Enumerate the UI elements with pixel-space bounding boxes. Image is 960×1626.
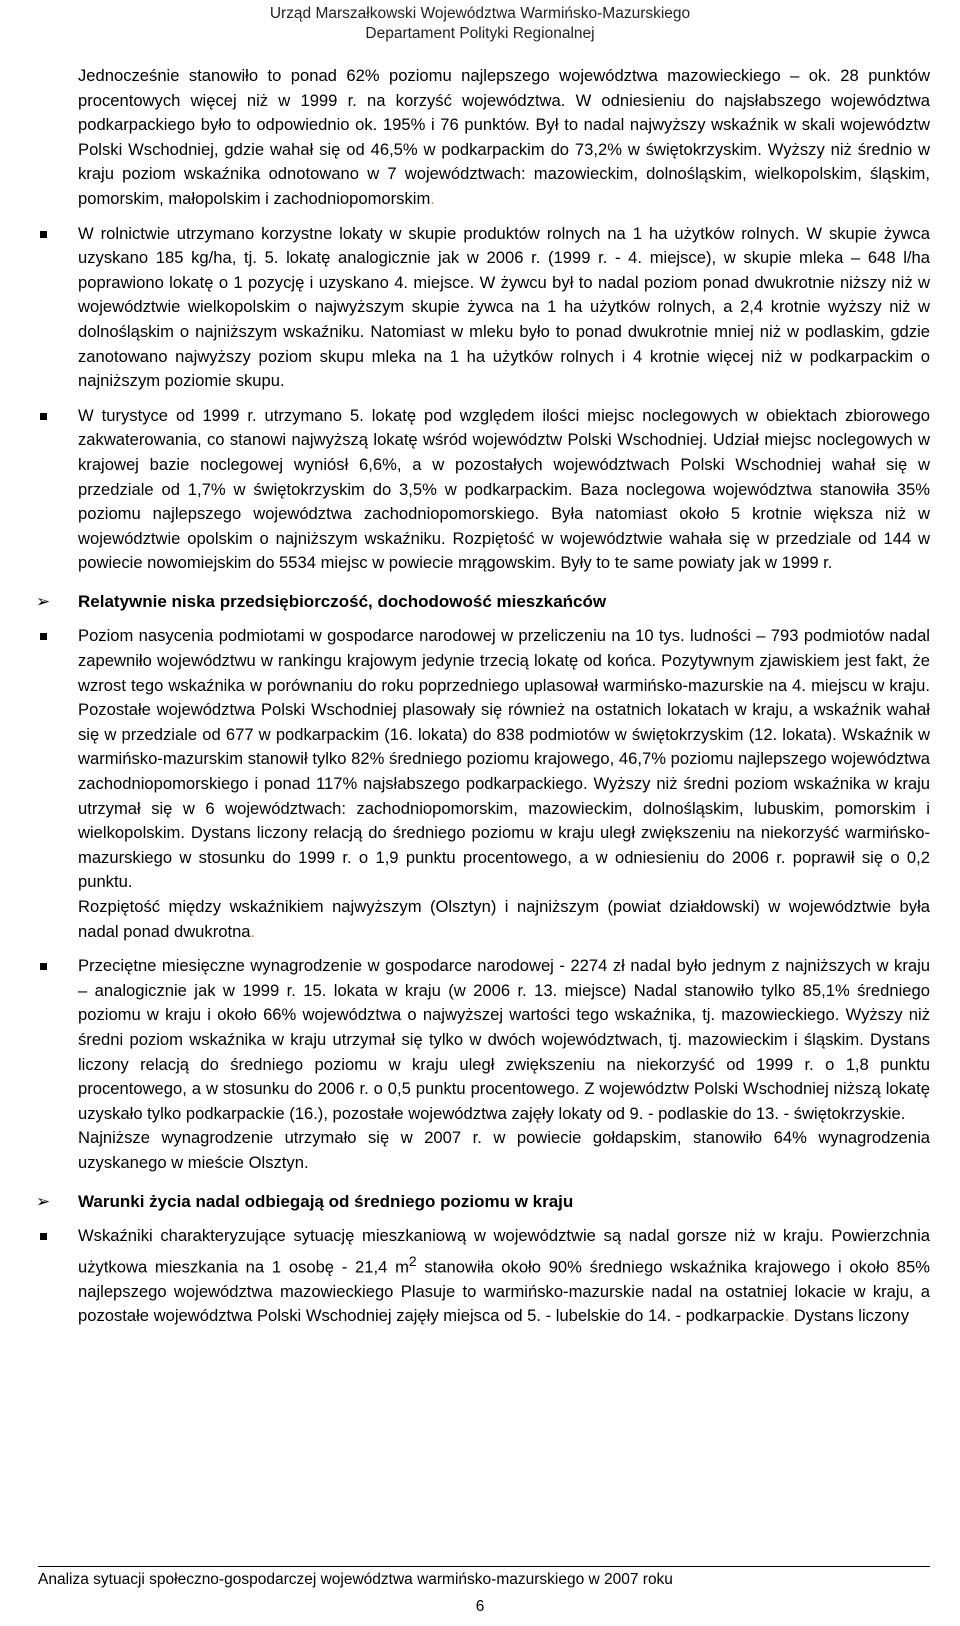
arrow-bullet-icon: ➢ — [36, 1191, 51, 1211]
bullet-housing — [38, 1224, 930, 1329]
bullet-text-b: stanowiła około 90% średniego wskaźnika krajowego i około 85% najlepszego województwa mazowieckiego Plasuje to warmińsko-mazurskie nadal na ostatniej lokacie w kraju, a pozostałe województwa Polski Wschodniej zajęły miejsca od 5. - lubelskie do 14. - podkarpackie — [78, 1257, 930, 1326]
section-heading-entrepreneurship — [38, 590, 930, 615]
bullet-tourism — [38, 404, 930, 576]
bullet-wages — [38, 954, 930, 1175]
section-heading-living-conditions — [38, 1190, 930, 1215]
footer-title: Analiza sytuacji społeczno-gospodarczej województwa warmińsko-mazurskiego w 2007 roku — [38, 1571, 673, 1588]
bullet-subtext: Rozpiętość między wskaźnikiem najwyższym (Olsztyn) i najniższym (powiat działdowski) w województwie była nadal ponad dwukrotna — [78, 897, 930, 941]
header-office: Urząd Marszałkowski Województwa Warmińsko-Mazurskiego — [269, 5, 691, 22]
square-bullet-icon — [40, 1233, 47, 1240]
square-bullet-icon — [40, 633, 47, 640]
bullet-text-a: Wskaźniki charakteryzujące sytuację mieszkaniową w województwie są nadal gorsze niż w kraju. Powierzchnia użytkowa mieszkania na 1 osobę - 21,4 m — [78, 1226, 930, 1277]
page-header — [0, 4, 960, 44]
page-number: 6 — [475, 1598, 485, 1615]
bullet-text: W rolnictwie utrzymano korzystne lokaty w skupie produktów rolnych na 1 ha użytków rolnych. W skupie żywca uzyskano 185 kg/ha, tj. 5. lokatę analogicznie jak w 2006 r. (1999 r. - 4. miejsce), w skupie mleka – 648 l/ha poprawiono lokatę o 1 pozycję i uzyskano 4. miejsce. W żywcu był to nadal poziom ponad dwukrotnie niższy niż w województwie wielkopolskim o najwyższym skupie żywca na 1 ha użytków rolnych, a 2,4 krotnie wyższy niż w dolnośląskim o najniższym wskaźniku. Natomiast w mleku było to ponad dwukrotnie mniej niż w podlaskim, gdzie zanotowano najwyższy poziom skupu mleka na 1 ha użytków rolnych i 4 krotnie więcej niż w podkarpackim o najniższym poziomie skupu. — [78, 223, 930, 391]
section-title: Relatywnie niska przedsiębiorczość, dochodowość mieszkańców — [78, 591, 607, 611]
bullet-text: W turystyce od 1999 r. utrzymano 5. lokatę pod względem ilości miejsc noclegowych w obiektach zbiorowego zakwaterowania, co stanowi najwyższą lokatę wśród województw Polski Wschodniej. Udział miejsc noclegowych w krajowej bazie noclegowej wyniósł 6,6%, a w pozostałych województwach Polski Wschodniej wahał się w przedziale od 1,7% w świętokrzyskim do 3,5% w podkarpackim. Baza noclegowa województwa stanowiła 35% poziomu najlepszego województwa zachodniopomorskiego. Była natomiast około 5 krotnie większa niż w województwie opolskim o najniższym wskaźniku. Rozpiętość w województwie wahała się w przedziale od 144 w powiecie nowomiejskim do 5534 miejsc w powiecie mrągowskim. Były to te same powiaty jak w 1999 r. — [78, 405, 930, 573]
bullet-text: Przeciętne miesięczne wynagrodzenie w gospodarce narodowej - 2274 zł nadal było jednym z najniższych w kraju – analogicznie jak w 1999 r. 15. lokata w kraju (w 2006 r. 13. miejsce) Nadal stanowiło tylko 85,1% średniego poziomu w kraju i około 66% województwa o najwyższej wartości tego wskaźnika, tj. mazowieckiego. Wyższy niż średni poziom wskaźnika w kraju utrzymał się tylko w dwóch województwach, tj. mazowieckim i śląskim. Dystans liczony relacją do średniego poziomu w kraju uległ zwiększeniu na niekorzyść od 1999 r. o 1,8 punktu procentowego, a w stosunku do 2006 r. o 0,5 punktu procentowego. Z województw Polski Wschodniej niższą lokatę uzyskało tylko podkarpackie (16.), pozostałe województwa zajęły lokaty od 9. - podlaskie do 13. - świętokrzyskie. — [78, 956, 930, 1123]
bullet-agriculture — [38, 222, 930, 394]
square-bullet-icon — [40, 963, 47, 970]
header-department: Departament Polityki Regionalnej — [365, 25, 595, 42]
subtext-dot: . — [250, 921, 256, 941]
intro-dot: . — [430, 188, 435, 208]
bullet-subparagraph — [78, 895, 930, 944]
square-bullet-icon — [40, 413, 47, 420]
footer-divider — [38, 1566, 930, 1567]
bullet-subparagraph: Najniższe wynagrodzenie utrzymało się w 2007 r. w powiecie gołdapskim, stanowiło 64% wynagrodzenia uzyskanego w mieście Olsztyn. — [78, 1128, 930, 1172]
intro-paragraph — [78, 64, 930, 212]
section-title: Warunki życia nadal odbiegają od średniego poziomu w kraju — [78, 1191, 574, 1211]
bullet-text: Poziom nasycenia podmiotami w gospodarce narodowej w przeliczeniu na 10 tys. ludności – 793 podmiotów nadal zapewniło województwu w rankingu krajowym jedynie trzecią lokatę od końca. Pozytywnym zjawiskiem jest fakt, że wzrost tego wskaźnika w porównaniu do roku poprzedniego uplasował warmińsko-mazurskie na 4. miejscu w kraju. Pozostałe województwa Polski Wschodniej plasowały się również na ostatnich lokatach w kraju, a wskaźnik wahał się w przedziale od 677 w podkarpackim (16. lokata) do 838 podmiotów w świętokrzyskim (12. lokata). Wskaźnik w warmińsko-mazurskim stanowił tylko 82% średniego poziomu krajowego, 46,7% poziomu najlepszego województwa zachodniopomorskiego i ponad 117% najsłabszego podkarpackiego. Wyższy niż średni poziom wskaźnika w kraju utrzymał się w 6 województwach: zachodniopomorskim, mazowieckim, dolnośląskim, lubuskim, pomorskim i wielkopolskim. Dystans liczony relacją do średniego poziomu w kraju uległ zwiększeniu na niekorzyść warmińsko-mazurskiego w stosunku do 1999 r. o 1,9 punktu procentowego, a w odniesieniu do 2006 r. poprawił się o 0,2 punktu. — [78, 626, 930, 892]
bullet-text-c: Dystans liczony — [789, 1306, 910, 1326]
housing-dot: . — [784, 1306, 790, 1326]
bullet-business-density — [38, 624, 930, 944]
arrow-bullet-icon: ➢ — [36, 591, 51, 611]
superscript-2: 2 — [408, 1252, 417, 1269]
square-bullet-icon — [40, 231, 47, 238]
document-body — [38, 64, 930, 1329]
intro-text: Jednocześnie stanowiło to ponad 62% poziomu najlepszego województwa mazowieckiego – ok. 28 punktów procentowych więcej niż w 1999 r. na korzyść województwa. W odniesieniu do najsłabszego województwa podkarpackiego było to odpowiednio ok. 195% i 76 punktów. Był to nadal najwyższy wskaźnik w skali województw Polski Wschodniej, gdzie wahał się od 46,5% w podkarpackim do 73,2% w świętokrzyskim. Wyższy niż średnio w kraju poziom wskaźnika odnotowano w 7 województwach: mazowieckim, dolnośląskim, wielkopolskim, śląskim, pomorskim, małopolskim i zachodniopomorskim — [78, 66, 930, 208]
